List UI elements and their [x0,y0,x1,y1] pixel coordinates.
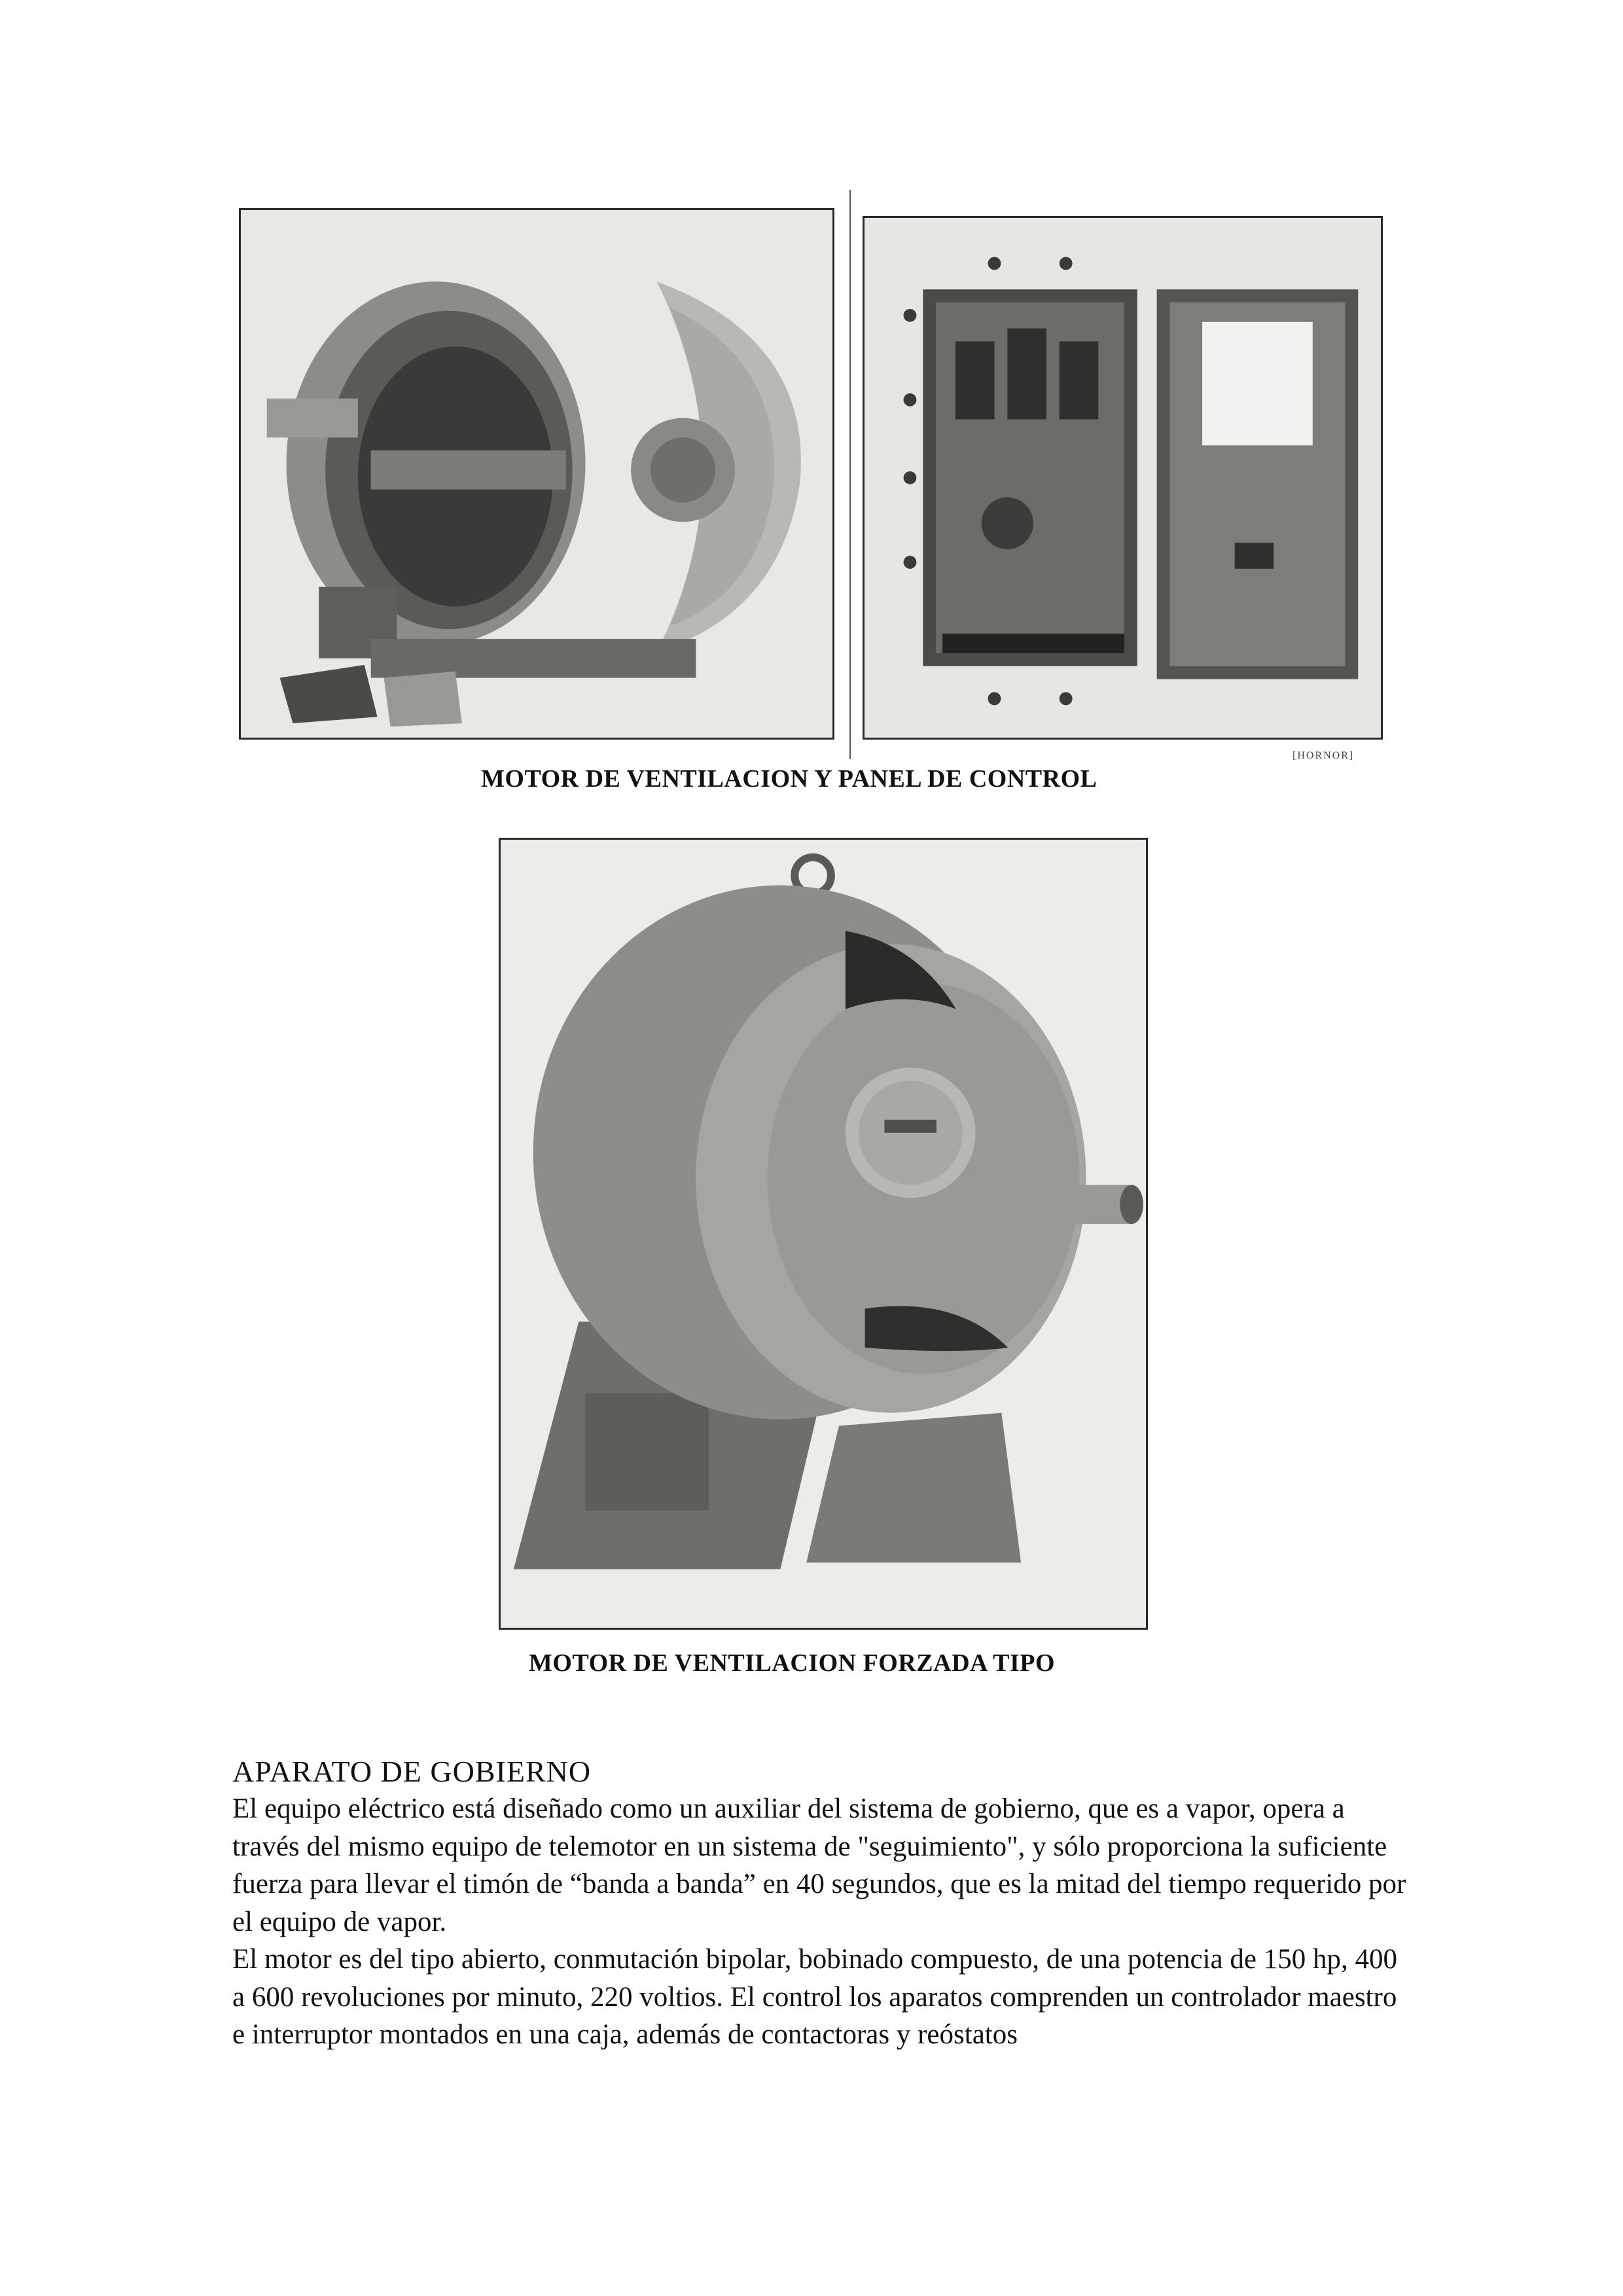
figure-divider [849,190,851,759]
ventilation-motor-photo [239,208,834,740]
paragraph: El equipo eléctrico está diseñado como un auxiliar del sistema de gobierno, que es a vapor, opera a través del mismo equipo de telemotor en un sistema de "seguimiento", y sólo proporciona la suficiente fuerza para llevar el timón de “banda a banda” en 40 segundos, que es la mitad del tiempo requerido por el equipo de vapor. [232,1793,1406,1937]
paragraph: El motor es del tipo abierto, conmutación bipolar, bobinado compuesto, de una potencia de 150 hp, 400 a 600 revoluciones por minuto, 220 voltios. El control los aparatos comprenden un controlador maestro e interruptor montados en una caja, además de contactoras y reóstatos [232,1944,1397,2050]
forced-ventilation-motor-photo [499,838,1148,1630]
control-panel-photo [863,216,1383,740]
section-body [232,1790,1410,2054]
top-figure-caption: MOTOR DE VENTILACION Y PANEL DE CONTROL [481,765,1097,793]
photo-stamp: [HORNOR] [1293,750,1355,761]
section-heading: APARATO DE GOBIERNO [232,1755,592,1788]
bottom-figure-caption: MOTOR DE VENTILACION FORZADA TIPO [529,1649,1056,1677]
